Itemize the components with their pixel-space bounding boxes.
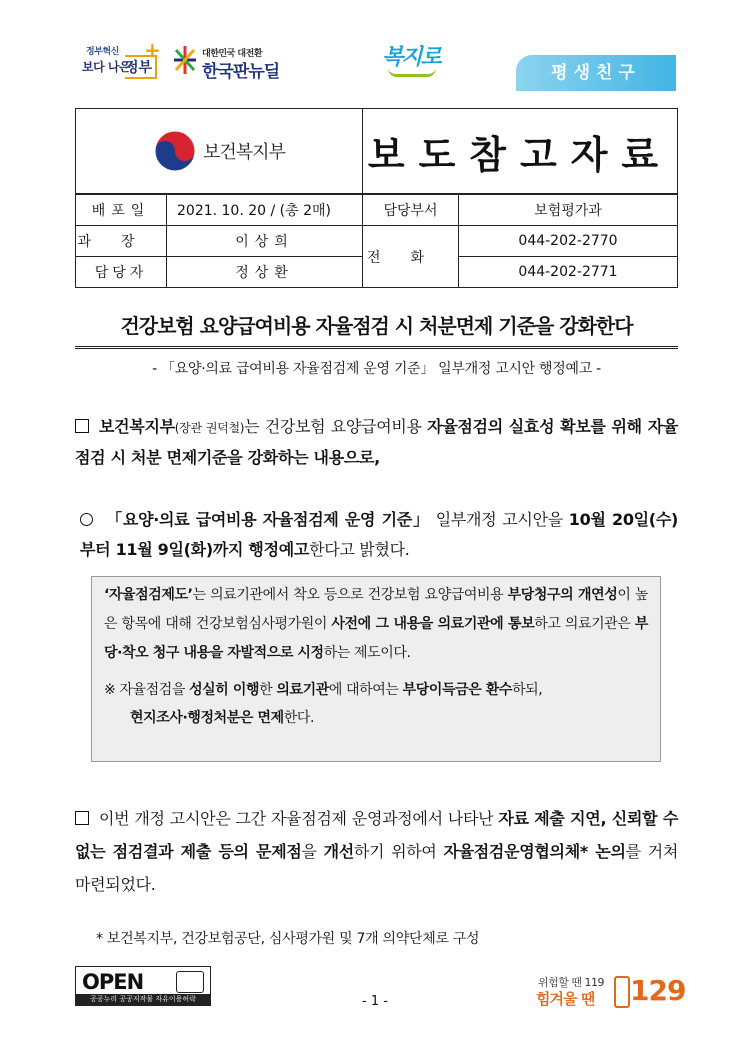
gov-logo-main-text: 보다 나은 [82, 60, 131, 74]
p2-regulation-name: 「요양·의료 급여비용 자율점검제 운영 기준」 [105, 510, 430, 529]
gov-logo-small-text: 정부혁신 [86, 47, 119, 57]
ministry-logo-cell [76, 109, 363, 195]
square-bullet-icon [75, 811, 89, 825]
p3-emph-1: 자료 제출 지연, 신뢰할 수 없는 점검결과 제출 등의 문제점 [75, 809, 679, 861]
paragraph-1 [75, 412, 678, 473]
p3-text-2: 을 [301, 842, 324, 861]
square-bullet-icon [75, 419, 89, 433]
p1-minister: (장관 권덕철) [174, 421, 245, 435]
open-caption: 공공누리 공공저작물 자유이용허락 [76, 994, 210, 1005]
p3-emph-3: 자율점검운영협의체* 논의 [443, 842, 626, 861]
note-3: 한 [259, 682, 277, 698]
document-title: 보도참고자료 [363, 109, 678, 195]
distribution-date-label: 배포일 [76, 194, 167, 226]
bokjiro-logo [382, 36, 452, 76]
chief-label: 과장 [76, 226, 167, 257]
phone-number-1: 044-202-2770 [459, 226, 678, 257]
open-word: OPEN [82, 970, 144, 994]
chief-name: 이상희 [167, 226, 363, 257]
box-text-4: 하는 제도이다. [323, 645, 411, 661]
p3-text-3: 하기 위하여 [353, 842, 444, 861]
staff-name: 정상환 [167, 257, 363, 288]
department-label: 담당부서 [363, 194, 459, 226]
hotline-number: 129 [630, 974, 686, 1007]
note-6: 부당이득금은 환수 [402, 682, 513, 698]
p3-text-1: 이번 개정 고시안은 그간 자율점검제 운영과정에서 나타난 [99, 809, 499, 828]
department-value: 보험평가과 [459, 194, 678, 226]
distribution-date-value: 2021. 10. 20 / (총 2매) [167, 194, 363, 226]
page-number: - 1 - [362, 994, 388, 1009]
p1-emphasis: 자율점검의 실효성 확보를 위해 자율점검 시 처분 면제기준을 강화하는 내용으로, [75, 417, 678, 467]
p2-period: 10월 20일(수)부터 11월 9일(화)까지 행정예고 [80, 510, 678, 559]
paragraph-3 [75, 802, 678, 901]
info-box-text [104, 581, 648, 668]
headline-divider [75, 346, 678, 349]
circle-bullet-icon [80, 513, 93, 526]
newdeal-star-icon [172, 44, 198, 76]
phone-label: 전화 [363, 226, 459, 288]
box-emph-1: 부당청구의 개연성 [507, 587, 618, 603]
subheadline: - 「요양·의료 급여비용 자율점검제 운영 기준」 일부개정 고시안 행정예고 - [152, 361, 601, 377]
box-text-2: 이 높은 항목에 대해 건강보험심사평가원이 [104, 587, 648, 632]
note-1: ※ 자율점검을 [104, 682, 190, 698]
ministry-name: 보건복지부 [203, 142, 285, 163]
gov-innovation-logo [82, 38, 162, 82]
bokjiro-text: 복지로 [382, 45, 440, 70]
p1-subject: 보건복지부 [99, 417, 175, 436]
korean-newdeal-logo [172, 44, 292, 82]
hotline-main-text: 힘겨울 땐 [536, 990, 595, 1008]
taegeuk-icon [153, 129, 197, 173]
footnote: * 보건복지부, 건강보험공단, 심사평가원 및 7개 의약단체로 구성 [96, 931, 480, 947]
box-text-1: 는 의료기관에서 착오 등으로 건강보험 요양급여비용 [192, 587, 508, 603]
note-2: 성실히 이행 [189, 682, 260, 698]
p1-text: 는 건강보험 요양급여비용 [244, 417, 428, 436]
note-4: 의료기관 [276, 682, 329, 698]
newdeal-small-text: 대한민국 대전환 [202, 49, 262, 59]
hotline-logo [530, 972, 686, 1012]
p3-emph-2: 개선 [323, 842, 354, 861]
open-license-badge [75, 966, 211, 1006]
phone-icon [614, 976, 630, 1008]
p3-text-4: 를 거쳐 마련되었다. [75, 842, 678, 894]
lifelong-friend-tag: 평생친구 [516, 55, 676, 91]
paragraph-2 [80, 505, 678, 565]
newdeal-main-text: 한국판뉴딜 [202, 62, 280, 82]
box-emph-2: 사전에 그 내용을 의료기관에 통보 [331, 616, 535, 632]
phone-number-2: 044-202-2771 [459, 257, 678, 288]
plus-icon: + [144, 38, 161, 62]
press-header-table [75, 108, 678, 288]
p2-ending: 한다고 밝혔다. [309, 540, 410, 559]
gov-logo-box-text: 정부 [125, 55, 157, 79]
box-term: ‘자율점검제도’ [104, 587, 193, 603]
note-8: 현지조사·행정처분은 면제 [130, 710, 284, 726]
note-7: 하되, [512, 682, 543, 698]
headline: 건강보험 요양급여비용 자율점검 시 처분면제 기준을 강화한다 [120, 314, 633, 338]
info-box-note [104, 676, 648, 732]
box-text-3: 하고 의료기관은 [534, 616, 635, 632]
p2-text: 일부개정 고시안을 [429, 510, 569, 529]
box-emph-3: 부당·착오 청구 내용을 자발적으로 시정 [104, 616, 649, 661]
attribution-icon [176, 971, 204, 993]
note-9: 한다. [283, 710, 315, 726]
staff-label: 담당자 [76, 257, 167, 288]
bokjiro-smile [388, 68, 436, 77]
note-5: 에 대하여는 [328, 682, 403, 698]
info-box [91, 576, 661, 762]
hotline-small-text: 위험할 땐 119 [538, 976, 604, 989]
